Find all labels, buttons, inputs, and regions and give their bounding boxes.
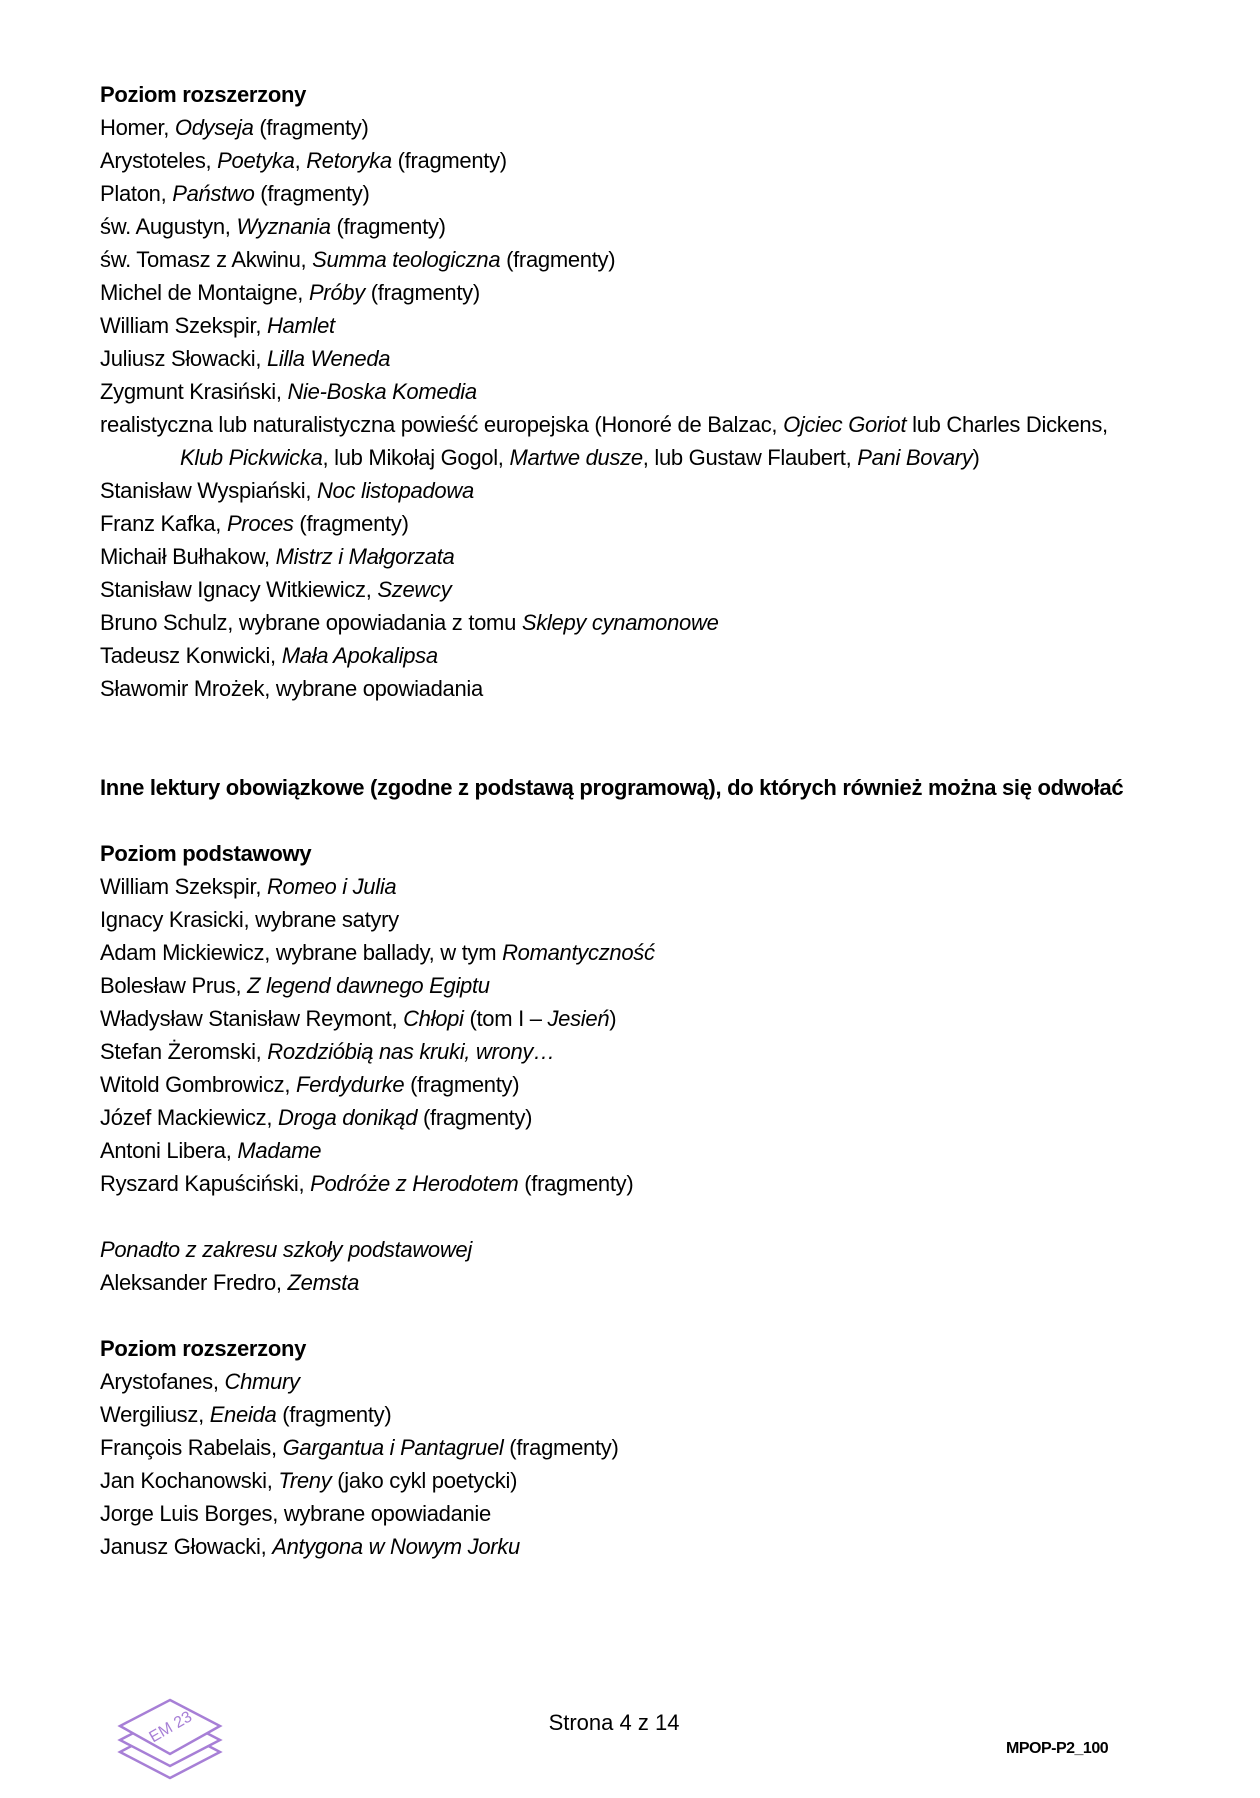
work-title: Pani Bovary (857, 445, 973, 470)
item-text: Homer, (100, 115, 175, 140)
item-text: François Rabelais, (100, 1435, 283, 1460)
item-text: , lub Mikołaj Gogol, (322, 445, 510, 470)
section-heading: Inne lektury obowiązkowe (zgodne z podstawą programową), do których również można się odwołać (100, 775, 1124, 800)
item-text: William Szekspir, (100, 313, 267, 338)
item-text: Michel de Montaigne, (100, 280, 309, 305)
work-title: Ojciec Goriot (783, 412, 907, 437)
item-text: (fragmenty) (276, 1402, 392, 1427)
reading-list-item (100, 639, 1140, 672)
work-title: Lilla Weneda (267, 346, 391, 371)
work-title: Romantyczność (502, 940, 655, 965)
reading-list-item (100, 969, 1140, 1002)
work-title: Chłopi (403, 1006, 464, 1031)
item-text: Tadeusz Konwicki, (100, 643, 282, 668)
work-title: Hamlet (266, 313, 335, 338)
item-text: (fragmenty) (253, 115, 369, 140)
work-title: Noc listopadowa (316, 478, 474, 503)
work-title: Próby (308, 280, 365, 305)
item-text: Arystofanes, (100, 1369, 225, 1394)
reading-list-item (100, 540, 1140, 573)
section-heading: Poziom podstawowy (100, 841, 312, 866)
item-text: Stefan Żeromski, (100, 1039, 268, 1064)
item-text: ) (609, 1006, 617, 1031)
reading-list-item (100, 474, 1140, 507)
item-text: Michaił Bułhakow, (100, 544, 276, 569)
item-text: Juliusz Słowacki, (100, 346, 267, 371)
reading-list-item (100, 111, 1140, 144)
item-text: Zygmunt Krasiński, (100, 379, 288, 404)
item-text: (tom I – (463, 1006, 548, 1031)
spacer (100, 738, 1140, 771)
reading-list-item (100, 408, 1140, 474)
item-text: Aleksander Fredro, (100, 1270, 288, 1295)
item-text: Stanisław Wyspiański, (100, 478, 317, 503)
work-title: Ferdydurke (296, 1072, 405, 1097)
reading-list-item (100, 1464, 1140, 1497)
item-text: (fragmenty) (330, 214, 446, 239)
item-text: Witold Gombrowicz, (100, 1072, 297, 1097)
reading-list-item (100, 309, 1140, 342)
reading-list-item (100, 1167, 1140, 1200)
work-title: Jesień (547, 1006, 610, 1031)
item-text: Stanisław Ignacy Witkiewicz, (100, 577, 378, 602)
work-title: Podróże z Herodotem (310, 1171, 519, 1196)
item-text: lub Charles Dickens, (906, 412, 1108, 437)
section-heading: Poziom rozszerzony (100, 82, 307, 107)
work-title: Ponadto z zakresu szkoły podstawowej (100, 1237, 472, 1262)
item-text: (jako cykl poetycki) (331, 1468, 518, 1493)
item-text: Ignacy Krasicki, wybrane satyry (100, 907, 399, 932)
item-text: Platon, (100, 181, 173, 206)
item-text: Arystoteles, (100, 148, 218, 173)
reading-list-item (100, 606, 1140, 639)
item-text: (fragmenty) (364, 280, 480, 305)
item-text: Jan Kochanowski, (100, 1468, 279, 1493)
reading-list-item (100, 243, 1140, 276)
item-text: (fragmenty) (404, 1072, 520, 1097)
work-title: Antygona w Nowym Jorku (272, 1534, 520, 1559)
work-title: Sklepy cynamonowe (521, 610, 719, 635)
reading-list-item (100, 1233, 1140, 1266)
spacer (100, 1200, 1140, 1233)
item-text: Franz Kafka, (100, 511, 227, 536)
reading-list-item (100, 177, 1140, 210)
work-title: Państwo (172, 181, 255, 206)
item-text: św. Augustyn, (100, 214, 237, 239)
reading-list-item (100, 375, 1140, 408)
reading-list-item (100, 276, 1140, 309)
item-text: (fragmenty) (254, 181, 370, 206)
work-title: Madame (237, 1138, 322, 1163)
work-title: Mistrz i Małgorzata (275, 544, 455, 569)
work-title: Treny (278, 1468, 332, 1493)
work-title: Proces (226, 511, 294, 536)
work-title: Summa teologiczna (312, 247, 501, 272)
work-title: Z legend dawnego Egiptu (247, 973, 490, 998)
reading-list-item (100, 507, 1140, 540)
item-text: Jorge Luis Borges, wybrane opowiadanie (100, 1501, 491, 1526)
item-text: (fragmenty) (503, 1435, 619, 1460)
work-title: Chmury (224, 1369, 300, 1394)
item-text: Józef Mackiewicz, (100, 1105, 278, 1130)
item-text: , lub Gustaw Flaubert, (642, 445, 858, 470)
svg-text:EM 23: EM 23 (146, 1708, 196, 1747)
item-text: William Szekspir, (100, 874, 267, 899)
reading-list-item (100, 903, 1140, 936)
item-text: Adam Mickiewicz, wybrane ballady, w tym (100, 940, 503, 965)
item-text: (fragmenty) (417, 1105, 533, 1130)
work-title: Gargantua i Pantagruel (282, 1435, 504, 1460)
reading-list-item (100, 1134, 1140, 1167)
reading-list-item (100, 573, 1140, 606)
reading-list-item (100, 1431, 1140, 1464)
reading-list-item (100, 1497, 1140, 1530)
work-title: Romeo i Julia (266, 874, 397, 899)
item-text: (fragmenty) (391, 148, 507, 173)
item-text: Janusz Głowacki, (100, 1534, 273, 1559)
document-code: MPOP-P2_100 (1006, 1740, 1109, 1757)
page-number: Strona 4 z 14 (548, 1710, 680, 1735)
work-title: Zemsta (287, 1270, 360, 1295)
reading-list-item (100, 672, 1140, 705)
item-text: , (294, 148, 307, 173)
spacer (100, 804, 1140, 837)
reading-list-item (100, 1530, 1140, 1563)
work-title: Szewcy (377, 577, 452, 602)
section-heading: Poziom rozszerzony (100, 1336, 307, 1361)
item-text: Bolesław Prus, (100, 973, 248, 998)
item-text: Antoni Libera, (100, 1138, 238, 1163)
reading-list-item (100, 1068, 1140, 1101)
work-title: Odyseja (174, 115, 254, 140)
reading-list-item (100, 1002, 1140, 1035)
item-text: realistyczna lub naturalistyczna powieść europejska (Honoré de Balzac, (100, 412, 784, 437)
work-title: Droga donikąd (277, 1105, 418, 1130)
reading-list-item (100, 210, 1140, 243)
document-body (100, 78, 1140, 1563)
work-title: Rozdzióbią nas kruki, wrony… (267, 1039, 555, 1064)
item-text: Bruno Schulz, wybrane opowiadania z tomu (100, 610, 522, 635)
work-title: Martwe dusze (509, 445, 643, 470)
item-text: ) (972, 445, 980, 470)
work-title: Klub Pickwicka (180, 445, 323, 470)
reading-list-item (100, 1101, 1140, 1134)
item-text: Sławomir Mrożek, wybrane opowiadania (100, 676, 483, 701)
reading-list-item (100, 1035, 1140, 1068)
reading-list-item (100, 870, 1140, 903)
reading-list-item (100, 1398, 1140, 1431)
item-text: św. Tomasz z Akwinu, (100, 247, 313, 272)
reading-list-item (100, 144, 1140, 177)
work-title: Mała Apokalipsa (281, 643, 438, 668)
item-text: Ryszard Kapuściński, (100, 1171, 311, 1196)
em23-logo-icon (112, 1696, 228, 1780)
spacer (100, 705, 1140, 738)
work-title: Poetyka (217, 148, 295, 173)
item-text: Wergiliusz, (100, 1402, 210, 1427)
work-title: Retoryka (306, 148, 392, 173)
reading-list-item (100, 342, 1140, 375)
item-text: (fragmenty) (518, 1171, 634, 1196)
work-title: Eneida (209, 1402, 277, 1427)
reading-list-item (100, 936, 1140, 969)
reading-list-item (100, 1365, 1140, 1398)
item-text: (fragmenty) (293, 511, 409, 536)
item-text: (fragmenty) (500, 247, 616, 272)
item-text: Władysław Stanisław Reymont, (100, 1006, 404, 1031)
work-title: Nie-Boska Komedia (287, 379, 477, 404)
work-title: Wyznania (236, 214, 331, 239)
reading-list-item (100, 1266, 1140, 1299)
spacer (100, 1299, 1140, 1332)
